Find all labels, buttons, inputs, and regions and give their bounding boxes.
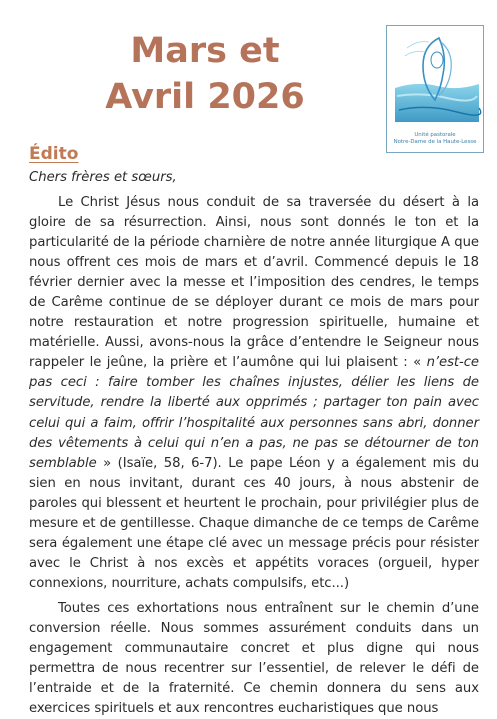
logo-caption [387,132,483,146]
greeting: Chers frères et sœurs, [29,170,177,185]
madonna-watercolor-image [387,26,483,126]
logo-caption-line-1: Unité pastorale [414,132,456,138]
parish-logo [386,25,484,153]
paragraph-2: Toutes ces exhortations nous entraînent sur le chemin d’une conversion réelle. Nous sommes assurément conduits dans un engagement communautaire concret et plus digne qui nous permettra de nous recentrer sur l’essentiel, de relever le défi de l’entraide et de la fraternité. Ce chemin donnera du sens aux exercices spirituels et aux rencontres eucharistiques que nous [29,600,479,717]
logo-caption-line-2: Notre-Dame de la Haute-Lesse [393,139,477,145]
edito-heading: Édito [29,144,79,164]
page-title [60,28,350,120]
paragraph-1-continued: » (Isaïe, 58, 6-7). Le pape Léon y a également mis du sien en nous invitant, durant ces 40 jours, à nous abstenir de paroles qui blessent et heurtent le prochain, pour privilégier plus de mesure et de gentillesse. Chaque dimanche de ce temps de Carême sera également une étape clé avec un message précis pour résister avec le Christ à nos excès et appétits voraces (orgueil, hyper connexions, nourriture, achats compulsifs, etc...) [29,455,479,591]
edito-body [29,193,479,719]
paragraph-1-text: Le Christ Jésus nous conduit de sa traversée du désert à la gloire de sa résurrection. Ainsi, nous sont donnés le ton et la particularité de la période charnière de notre année liturgique A que nous offrent ces mois de mars et d’avril. Commencé depuis le 18 février dernier avec la messe et l’imposition des cendres, le temps de Carême continue de se déployer durant ce mois de mars pour notre restauration et notre progression spirituelle, humaine et matérielle. Aussi, avons-nous la grâce d’entendre le Seigneur nous rappeler le jeûne, la prière et l’aumône qui lui plaisent : « [29,195,479,371]
isaiah-quote: n’est-ce pas ceci : faire tomber les chaînes injustes, délier les liens de servitude, rendre la liberté aux opprimés ; partager ton pain avec celui qui a faim, offrir l’hospitalité aux personnes sans abri, donner des vêtements à celui qui n’en a pas, ne pas se détourner de ton semblable [29,355,479,471]
title-line-1: Mars et [130,31,280,71]
paragraph-1 [29,193,479,594]
title-line-2: Avril 2026 [105,77,305,117]
